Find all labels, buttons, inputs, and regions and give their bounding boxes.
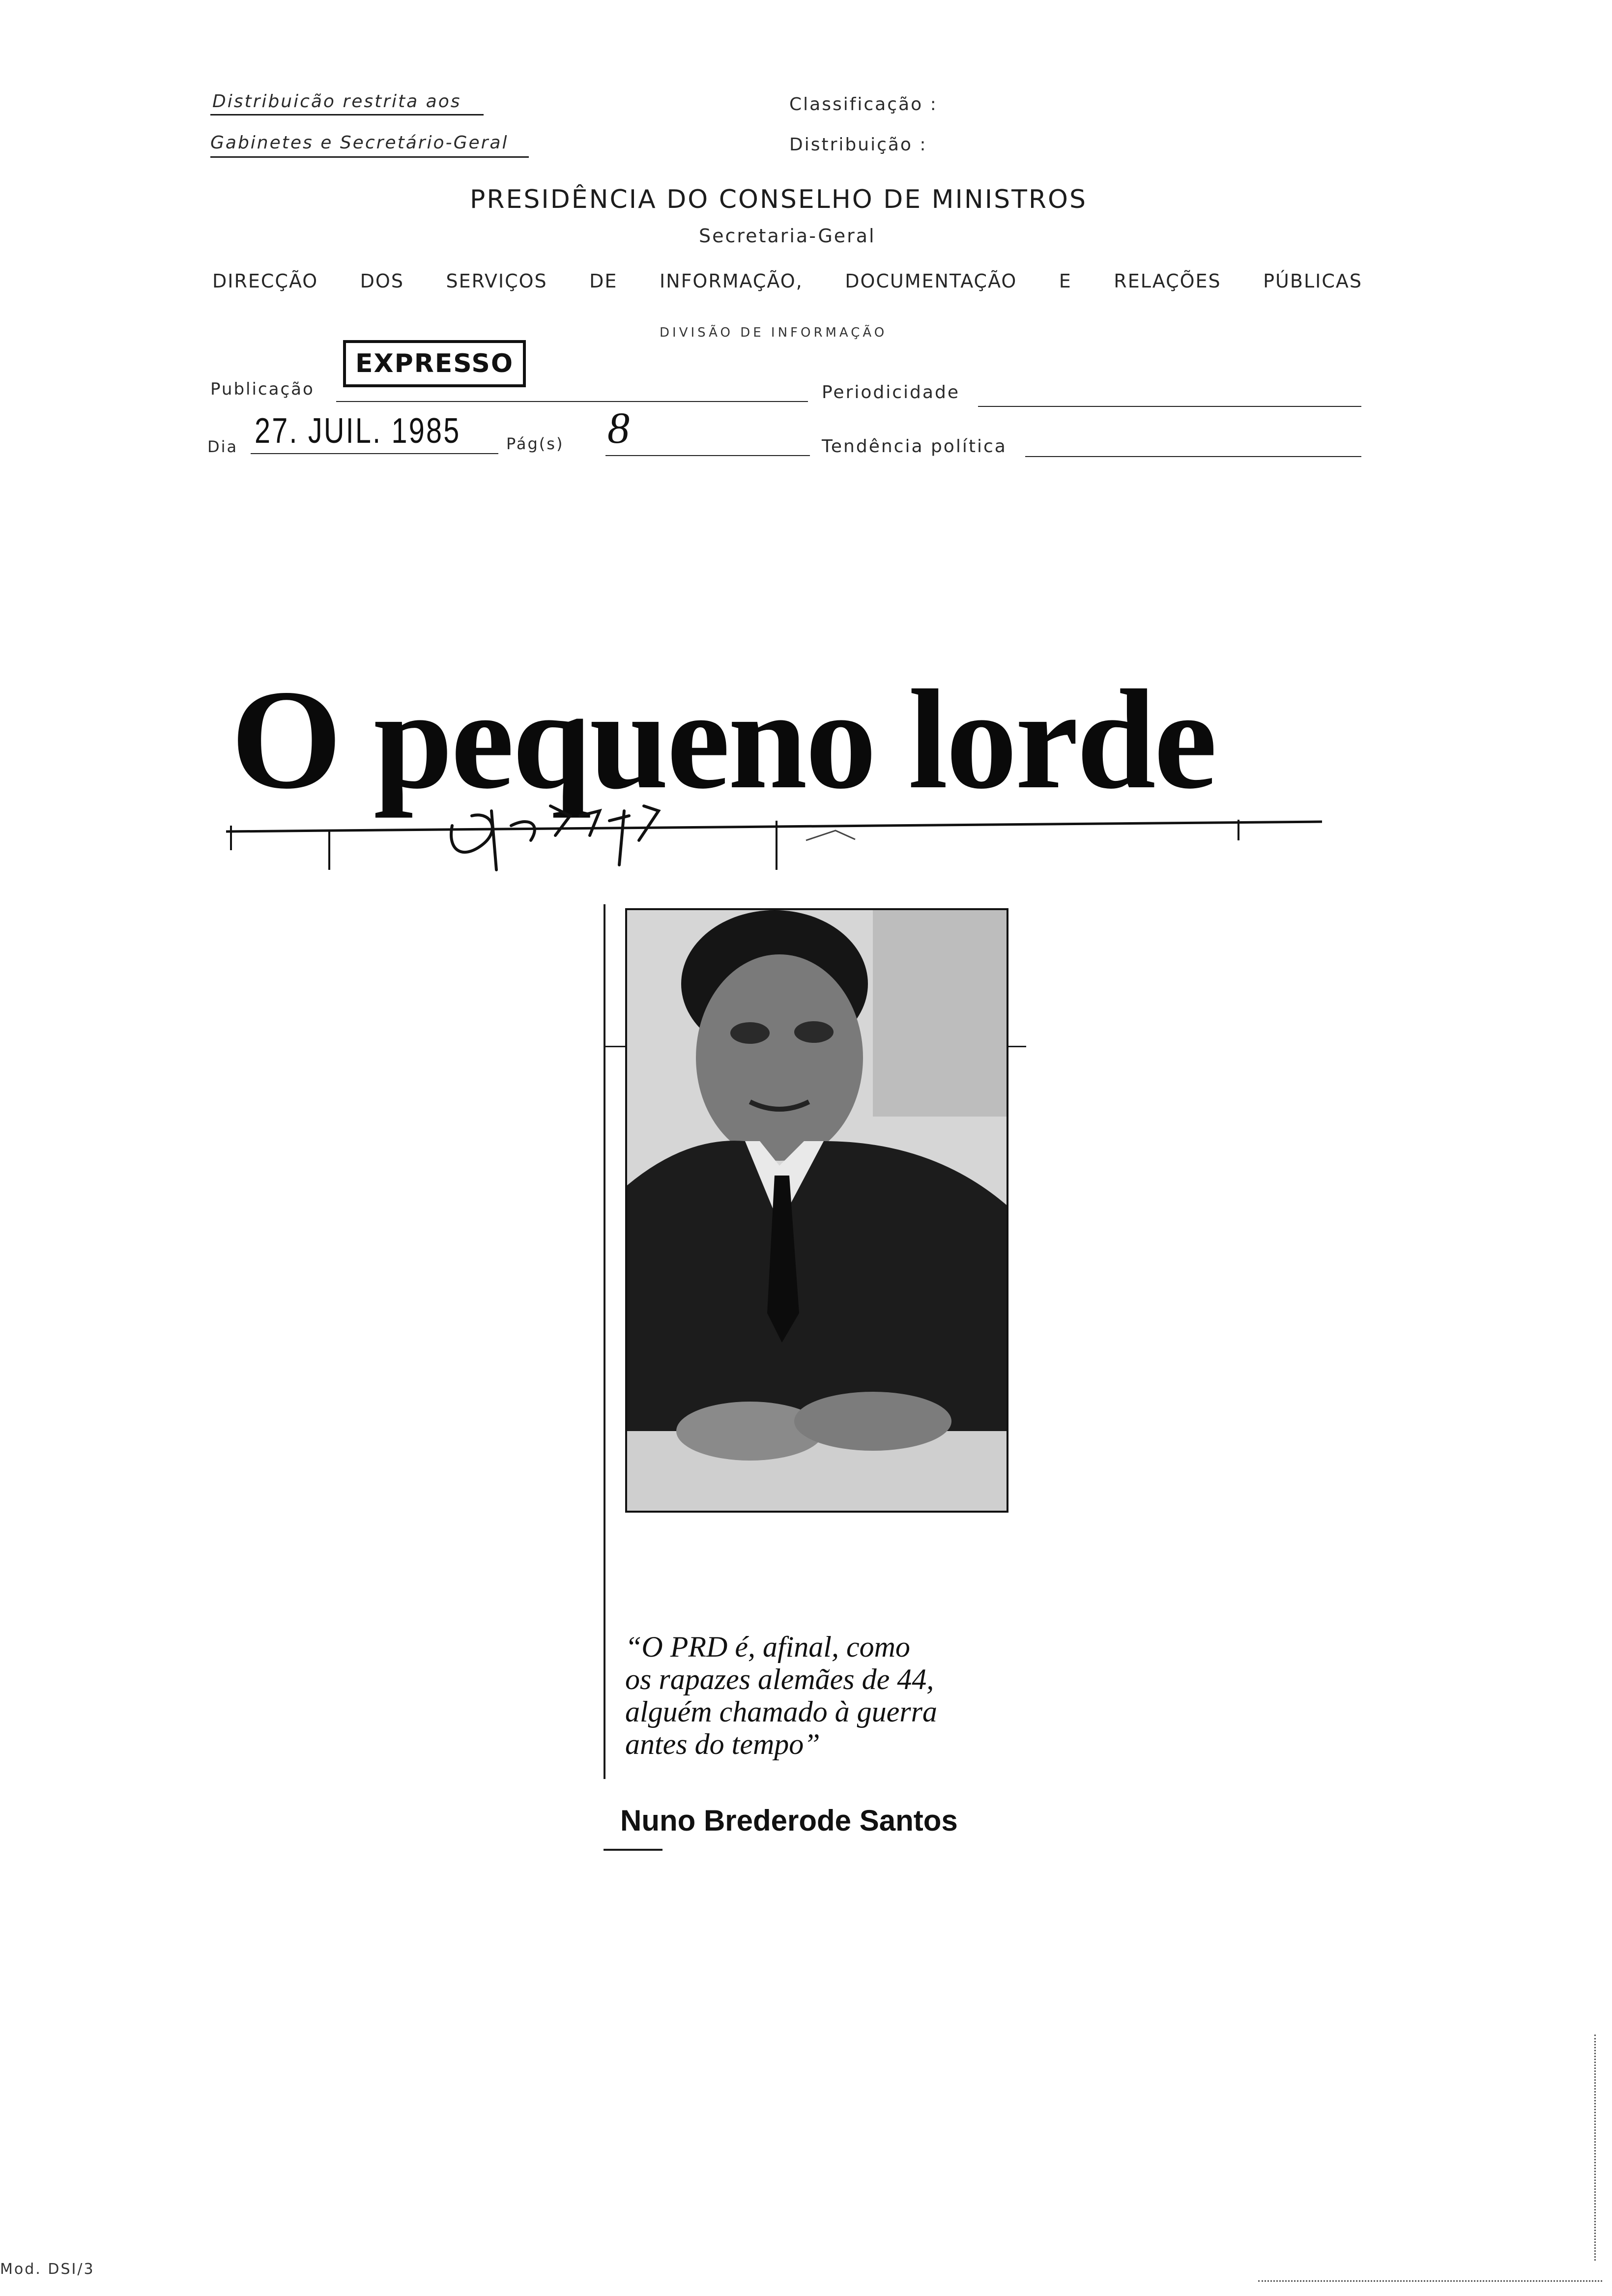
scan-edge-marks <box>1594 2035 1597 2261</box>
author-photo <box>625 908 1008 1513</box>
headline: O pequeno lorde <box>231 660 1215 818</box>
directorate-line <box>212 270 1362 292</box>
form-code: Mod. DSI/3 <box>0 2261 95 2278</box>
page-number: 8 <box>607 404 630 453</box>
scan-bottom-marks <box>1258 2280 1602 2282</box>
dia-label: Dia <box>207 437 238 456</box>
directorate-word: PÚBLICAS <box>1263 270 1362 292</box>
directorate-word: DOCUMENTAÇÃO <box>845 270 1017 292</box>
column-rule <box>604 904 605 1779</box>
directorate-word: DOS <box>360 270 404 292</box>
handwritten-reference-mark <box>216 796 1337 894</box>
periodicidade-label: Periodicidade <box>822 382 960 402</box>
quote-line: “O PRD é, afinal, como <box>625 1631 910 1663</box>
directorate-word: RELAÇÕES <box>1114 270 1221 292</box>
quote-line: alguém chamado à guerra <box>625 1695 937 1728</box>
date-stamp: 27. JUIL. 1985 <box>255 411 461 451</box>
publicacao-field-line <box>336 401 808 402</box>
quote-line: os rapazes alemães de 44, <box>625 1663 934 1695</box>
directorate-word: INFORMAÇÃO, <box>659 270 803 292</box>
publicacao-label: Publicação <box>210 379 315 399</box>
author-byline: Nuno Brederode Santos <box>620 1804 958 1837</box>
classificacao-label: Classificação : <box>789 94 938 115</box>
directorate-word: E <box>1059 270 1072 292</box>
tendencia-field-line <box>1025 456 1361 457</box>
distribution-underline-2 <box>210 156 529 158</box>
directorate-word: SERVIÇOS <box>446 270 547 292</box>
distribution-note-line1: Distribuicão restrita aos <box>212 91 461 112</box>
pull-quote <box>625 1631 1028 1760</box>
distribution-underline-1 <box>210 114 484 115</box>
publication-stamp: EXPRESSO <box>343 340 526 387</box>
pags-label: Pág(s) <box>506 434 564 453</box>
byline-rule <box>604 1849 662 1851</box>
tendencia-label: Tendência política <box>822 436 1007 457</box>
author-portrait-image <box>627 910 1007 1511</box>
secretaria-subtitle: Secretaria-Geral <box>699 225 876 247</box>
division-label: DIVISÃO DE INFORMAÇÃO <box>660 325 888 340</box>
page-title: PRESIDÊNCIA DO CONSELHO DE MINISTROS <box>470 185 1087 214</box>
directorate-word: DE <box>589 270 618 292</box>
pags-field-line <box>605 455 810 456</box>
dia-field-line <box>251 453 498 454</box>
periodicidade-field-line <box>978 406 1361 407</box>
directorate-word: DIRECÇÃO <box>212 270 318 292</box>
distribuicao-label: Distribuição : <box>789 135 927 155</box>
distribution-note-line2: Gabinetes e Secretário-Geral <box>210 133 509 153</box>
quote-line: antes do tempo” <box>625 1728 820 1760</box>
